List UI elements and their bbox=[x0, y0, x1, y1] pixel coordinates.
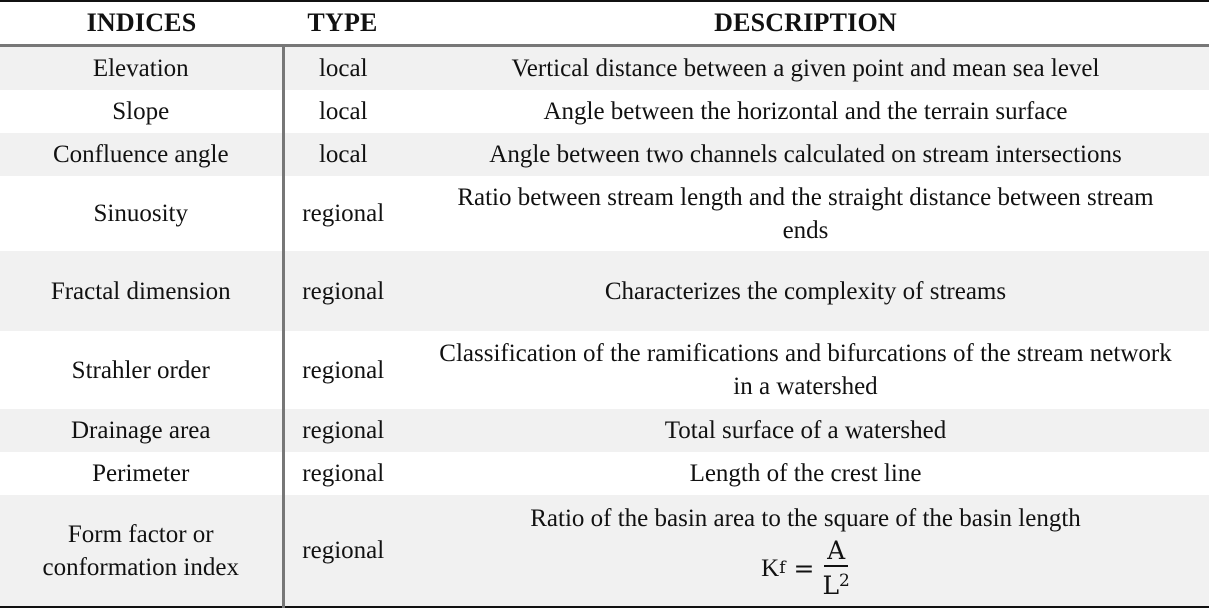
table-row bbox=[0, 331, 1209, 409]
form-factor-formula bbox=[761, 537, 850, 600]
table-row bbox=[0, 133, 1209, 176]
type-cell: regional bbox=[302, 356, 385, 384]
description-cell: Characterizes the complexity of streams bbox=[402, 251, 1209, 331]
index-cell: Strahler order bbox=[0, 331, 283, 409]
index-cell: Sinuosity bbox=[0, 176, 283, 251]
formula-denominator-base: L bbox=[822, 570, 840, 600]
table-row bbox=[0, 251, 1209, 331]
type-cell: local bbox=[283, 133, 402, 176]
type-cell: local bbox=[283, 46, 402, 91]
formula-numerator: A bbox=[824, 537, 848, 567]
description-cell: Total surface of a watershed bbox=[402, 409, 1209, 452]
formula-equals: = bbox=[793, 553, 815, 583]
index-cell: Fractal dimension bbox=[0, 251, 283, 331]
index-cell: Drainage area bbox=[0, 409, 283, 452]
type-cell: regional bbox=[302, 460, 385, 487]
type-cell: regional bbox=[283, 409, 402, 452]
description-cell: Classification of the ramifications and bifurcations of the stream network in a watershed bbox=[439, 340, 1172, 400]
type-cell: local bbox=[318, 98, 368, 125]
description-cell: Ratio between stream length and the straight distance between stream ends bbox=[457, 183, 1154, 244]
formula-denominator-exponent: 2 bbox=[839, 570, 850, 591]
index-cell: Slope bbox=[0, 90, 283, 133]
index-cell: Perimeter bbox=[0, 452, 283, 495]
table-row bbox=[0, 409, 1209, 452]
description-text: Ratio of the basin area to the square of the basin length bbox=[530, 504, 1081, 532]
table-row bbox=[0, 90, 1209, 133]
table-row bbox=[0, 176, 1209, 251]
index-cell: Form factor or conformation index bbox=[0, 495, 283, 607]
table-row bbox=[0, 46, 1209, 91]
table-row bbox=[0, 452, 1209, 495]
formula-lhs-subscript: f bbox=[779, 557, 786, 578]
formula-lhs: K bbox=[761, 554, 780, 582]
index-cell: Elevation bbox=[0, 46, 283, 91]
description-cell: Angle between the horizontal and the terrain surface bbox=[543, 98, 1068, 125]
header-row bbox=[0, 1, 1209, 46]
description-cell: Vertical distance between a given point and mean sea level bbox=[402, 46, 1209, 91]
description-cell bbox=[402, 495, 1209, 607]
formula-denominator bbox=[822, 567, 849, 600]
type-cell: regional bbox=[283, 495, 402, 607]
header-type: TYPE bbox=[307, 8, 378, 37]
type-cell: regional bbox=[283, 251, 402, 331]
description-cell: Length of the crest line bbox=[689, 460, 922, 487]
header-description: DESCRIPTION bbox=[714, 8, 897, 37]
description-cell: Angle between two channels calculated on stream intersections bbox=[402, 133, 1209, 176]
index-cell: Confluence angle bbox=[0, 133, 283, 176]
formula-fraction bbox=[822, 537, 849, 600]
table-row bbox=[0, 495, 1209, 607]
header-indices: INDICES bbox=[86, 8, 197, 37]
type-cell: regional bbox=[302, 200, 385, 227]
